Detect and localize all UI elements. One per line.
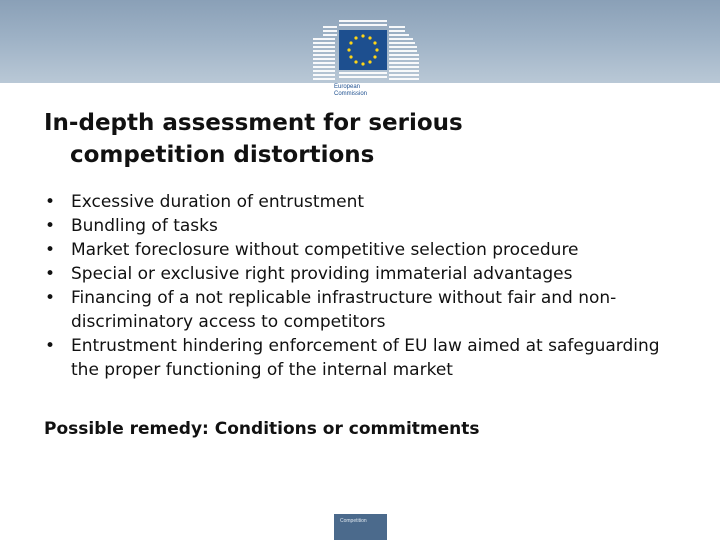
bullet-item: • Entrustment hindering enforcement of EU law aimed at safeguarding the proper functioning of the internal market <box>44 334 684 382</box>
bullet-item: • Financing of a not replicable infrastructure without fair and non-discriminatory access to competitors <box>44 286 684 334</box>
footer-label: Competition <box>340 518 367 524</box>
bullet-item: • Bundling of tasks <box>44 214 684 238</box>
bullet-item: • Excessive duration of entrustment <box>44 190 684 214</box>
bullet-item: • Special or exclusive right providing immaterial advantages <box>44 262 684 286</box>
title-line-1: In-depth assessment for serious <box>44 110 463 136</box>
slide-title <box>44 107 684 171</box>
remedy-text: Possible remedy: Conditions or commitments <box>44 419 480 439</box>
footer-competition-logo <box>334 514 387 540</box>
european-commission-logo <box>309 16 437 110</box>
logo-line-2: Commission <box>334 91 368 97</box>
logo-line-1: European <box>334 84 361 90</box>
logo-wordmark <box>334 84 367 98</box>
title-line-2: competition distortions <box>70 142 375 168</box>
bullet-list <box>44 190 684 382</box>
bullet-item: • Market foreclosure without competitive selection procedure <box>44 238 684 262</box>
